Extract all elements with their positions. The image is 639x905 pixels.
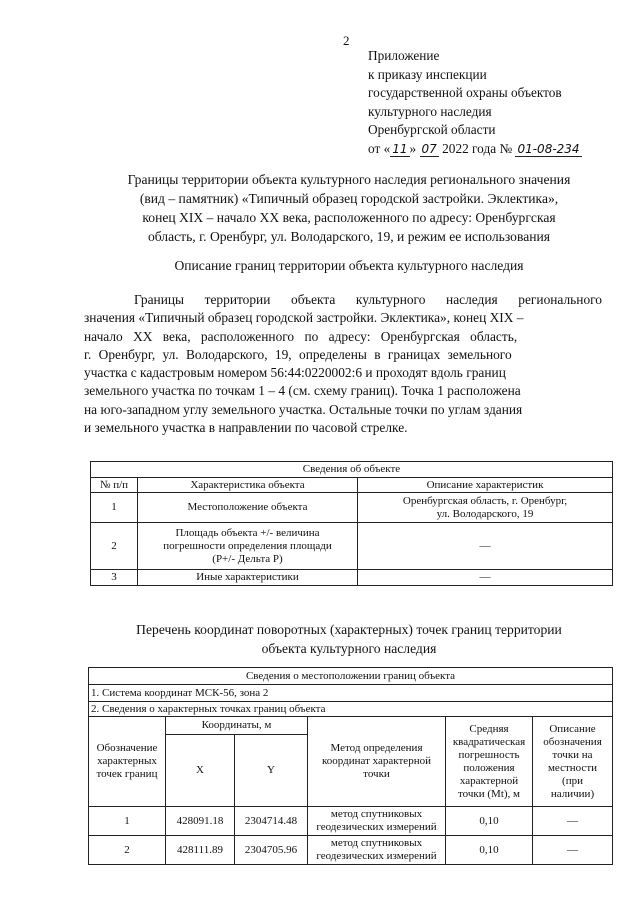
title-line: объекта культурного наследия — [261, 641, 437, 656]
point-x: 428091.18 — [166, 807, 235, 836]
cell-line: ул. Володарского, 19 — [436, 507, 534, 520]
paragraph-line: земельного участка по точкам 1 – 4 (см. схему границ). Точка 1 расположена — [84, 383, 521, 399]
document-title — [100, 170, 598, 246]
section-title: Описание границ территории объекта культурного наследия — [174, 258, 524, 273]
row-description: — — [358, 523, 613, 570]
paragraph-line: участка с кадастровым номером 56:44:0220002:6 и проходят вдоль границ — [84, 365, 506, 381]
point-x: 428111.89 — [166, 836, 235, 865]
date-month: 07 — [421, 141, 437, 156]
cell-line: точки на — [552, 748, 593, 761]
object-info-table — [90, 461, 613, 586]
point-description: — — [533, 836, 613, 865]
cell-line: точки (Mt), м — [457, 787, 520, 800]
row-description: — — [358, 570, 613, 586]
table-header: Описание характеристик — [358, 478, 613, 493]
header-y: Y — [235, 735, 308, 807]
cell-line: точек границ — [96, 768, 158, 780]
cell-line: Средняя — [469, 722, 509, 735]
point-id: 2 — [89, 836, 166, 865]
cell-line: точки — [363, 768, 390, 780]
point-error: 0,10 — [446, 836, 533, 865]
header-coordinates: Координаты, м — [166, 717, 308, 735]
row-description — [358, 493, 613, 523]
point-error: 0,10 — [446, 807, 533, 836]
table-header: Характеристика объекта — [138, 478, 358, 493]
cell-line: Площадь объекта +/- величина — [175, 526, 320, 539]
row-number: 2 — [91, 523, 138, 570]
point-y: 2304705.96 — [235, 836, 308, 865]
paragraph-line: г. Оренбург, ул. Володарского, 19, определены в границах земельного — [84, 346, 512, 362]
cell-line: местности — [547, 761, 598, 774]
coordinate-system-row: 1. Система координат МСК-56, зона 2 — [89, 685, 613, 702]
row-number: 1 — [91, 493, 138, 523]
point-method — [308, 807, 446, 836]
table-caption: Сведения об объекте — [91, 462, 613, 478]
cell-line: характерной — [459, 774, 519, 787]
point-description: — — [533, 807, 613, 836]
cell-line: Обозначение — [96, 742, 158, 754]
paragraph-line: Границы территории объекта культурного наследия регионального — [134, 292, 602, 307]
row-characteristic: Иные характеристики — [138, 570, 358, 586]
paragraph-line: и земельного участка в направлении по часовой стрелке. — [84, 420, 408, 436]
table-caption: Сведения о местоположении границ объекта — [89, 668, 613, 685]
cell-line: геодезических измерений — [316, 850, 437, 862]
cell-line: метод спутниковых — [330, 837, 423, 849]
appendix-date — [368, 140, 582, 159]
header-method — [308, 717, 446, 807]
appendix-line: к приказу инспекции — [368, 66, 487, 82]
date-prefix: от « — [368, 140, 391, 156]
title-line: область, г. Оренбург, ул. Володарского, 19, и режим ее использования — [147, 229, 551, 244]
cell-line: квадратическая — [452, 735, 526, 748]
cell-line: характерных — [97, 755, 157, 767]
paragraph-line: начало XX века, расположенного по адресу: Оренбургская область, — [84, 328, 518, 344]
cell-line: метод спутниковых — [330, 808, 423, 820]
cell-line: наличии) — [550, 787, 595, 800]
appendix-header — [368, 47, 582, 159]
appendix-line: Оренбургской области — [368, 122, 496, 138]
page-number: 2 — [343, 33, 350, 48]
table-row — [89, 807, 613, 836]
header-x: X — [166, 735, 235, 807]
cell-line: Метод определения — [330, 742, 423, 754]
title-line: конец XIX – начало XX века, расположенного по адресу: Оренбургская — [142, 210, 556, 225]
table-row — [89, 836, 613, 865]
point-y: 2304714.48 — [235, 807, 308, 836]
table-row — [91, 493, 613, 523]
row-characteristic — [138, 523, 358, 570]
header-point — [89, 717, 166, 807]
point-id: 1 — [89, 807, 166, 836]
header-error — [446, 717, 533, 807]
coordinates-title — [80, 620, 618, 658]
table-row — [91, 570, 613, 586]
appendix-line: Приложение — [368, 48, 440, 63]
row-characteristic: Местоположение объекта — [138, 493, 358, 523]
order-number: 01-08-234 — [517, 141, 580, 156]
row-number: 3 — [91, 570, 138, 586]
cell-line: погрешность — [458, 748, 520, 761]
table-row — [91, 523, 613, 570]
cell-line: (P+/- Дельта P) — [212, 552, 283, 565]
point-method — [308, 836, 446, 865]
cell-line: координат характерной — [322, 755, 431, 767]
cell-line: Оренбургская область, г. Оренбург, — [402, 494, 568, 507]
header-description — [533, 717, 613, 807]
title-line: Перечень координат поворотных (характерных) точек границ территории — [136, 622, 562, 637]
cell-line: положения — [463, 761, 515, 774]
points-info-row: 2. Сведения о характерных точках границ объекта — [89, 702, 613, 717]
cell-line: геодезических измерений — [316, 821, 437, 833]
paragraph-line: на юго-западном углу земельного участка. Остальные точки по углам здания — [84, 401, 523, 417]
cell-line: (при — [562, 774, 583, 787]
coordinates-table — [88, 667, 613, 865]
boundary-description — [84, 291, 602, 437]
title-line: Границы территории объекта культурного наследия регионального значения — [127, 172, 571, 187]
cell-line: Описание — [549, 722, 596, 735]
table-header: № п/п — [91, 478, 138, 493]
cell-line: обозначения — [543, 735, 602, 748]
date-mid: » — [409, 140, 417, 156]
appendix-line: государственной охраны объектов — [368, 85, 562, 101]
date-year: 2022 года № — [442, 140, 513, 156]
date-day: 11 — [392, 141, 408, 156]
cell-line: погрешности определения площади — [163, 539, 332, 552]
paragraph-line: значения «Типичный образец городской застройки. Эклектика», конец XIX – — [84, 310, 524, 326]
title-line: (вид – памятник) «Типичный образец городской застройки. Эклектика», — [139, 191, 559, 206]
appendix-line: культурного наследия — [368, 103, 492, 119]
